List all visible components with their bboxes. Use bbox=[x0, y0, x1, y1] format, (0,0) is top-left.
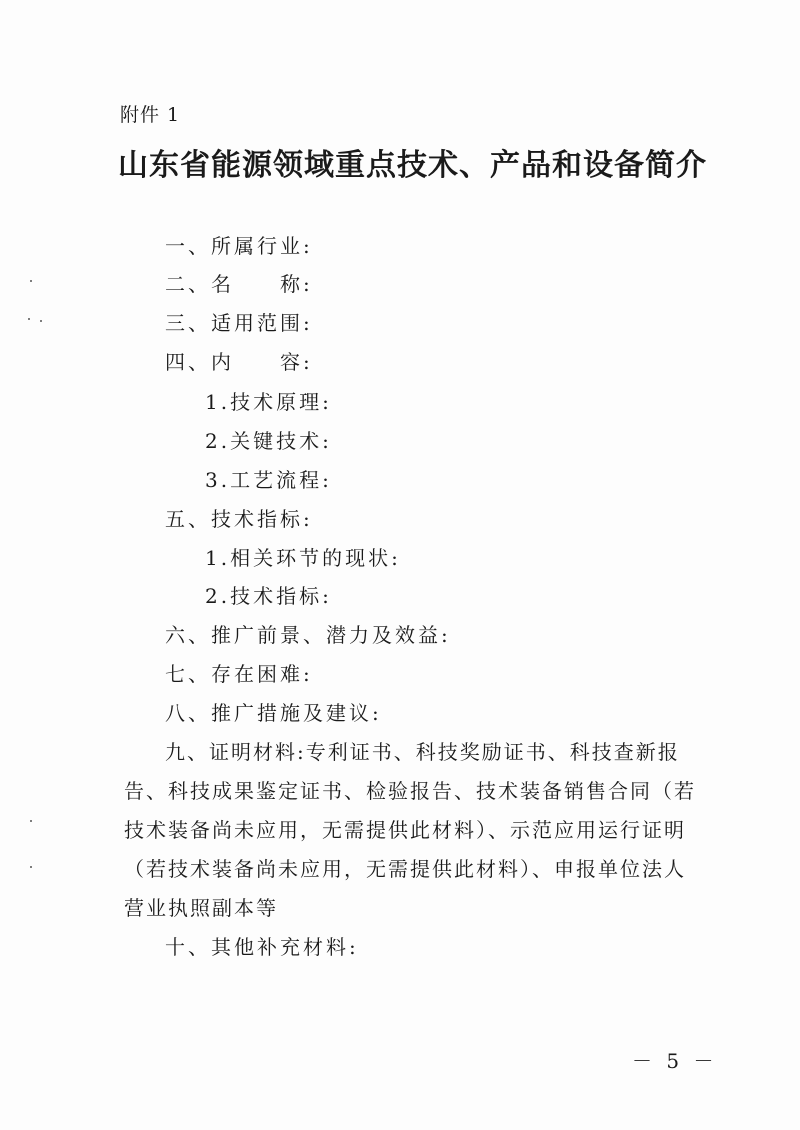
section-proof-materials-line-3: 技术装备尚未应用，无需提供此材料）、示范应用运行证明 bbox=[124, 818, 686, 842]
subsection-indicators: 2.技术指标: bbox=[205, 584, 332, 608]
section-proof-materials-line-4: （若技术装备尚未应用，无需提供此材料）、申报单位法人 bbox=[124, 857, 686, 881]
scan-speck bbox=[40, 320, 42, 322]
section-prospects: 六、推广前景、潜力及效益: bbox=[165, 623, 451, 647]
scan-speck bbox=[30, 820, 32, 822]
section-proof-materials-line-5: 营业执照副本等 bbox=[124, 896, 278, 920]
section-proof-materials-line-1: 九、证明材料:专利证书、科技奖励证书、科技查新报 bbox=[165, 740, 680, 764]
attachment-label: 附件 1 bbox=[120, 104, 181, 126]
scan-speck bbox=[30, 866, 32, 868]
section-proof-materials-line-2: 告、科技成果鉴定证书、检验报告、技术装备销售合同（若 bbox=[124, 779, 696, 803]
subsection-current-status: 1.相关环节的现状: bbox=[205, 546, 401, 570]
section-scope: 三、适用范围: bbox=[165, 311, 313, 335]
section-measures: 八、推广措施及建议: bbox=[165, 701, 382, 725]
section-name: 二、名 称: bbox=[165, 272, 313, 296]
section-content: 四、内 容: bbox=[165, 350, 313, 374]
subsection-process-flow: 3.工艺流程: bbox=[205, 468, 332, 492]
section-other-materials: 十、其他补充材料: bbox=[165, 935, 359, 959]
document-title: 山东省能源领域重点技术、产品和设备简介 bbox=[118, 148, 707, 183]
subsection-key-tech: 2.关键技术: bbox=[205, 429, 332, 453]
section-difficulties: 七、存在困难: bbox=[165, 662, 313, 686]
section-industry: 一、所属行业: bbox=[165, 234, 313, 258]
scan-speck bbox=[30, 280, 32, 282]
subsection-tech-principle: 1.技术原理: bbox=[205, 390, 332, 414]
scan-speck bbox=[28, 318, 30, 320]
page-number: － 5 － bbox=[632, 1049, 718, 1073]
section-tech-indicators: 五、技术指标: bbox=[165, 507, 313, 531]
